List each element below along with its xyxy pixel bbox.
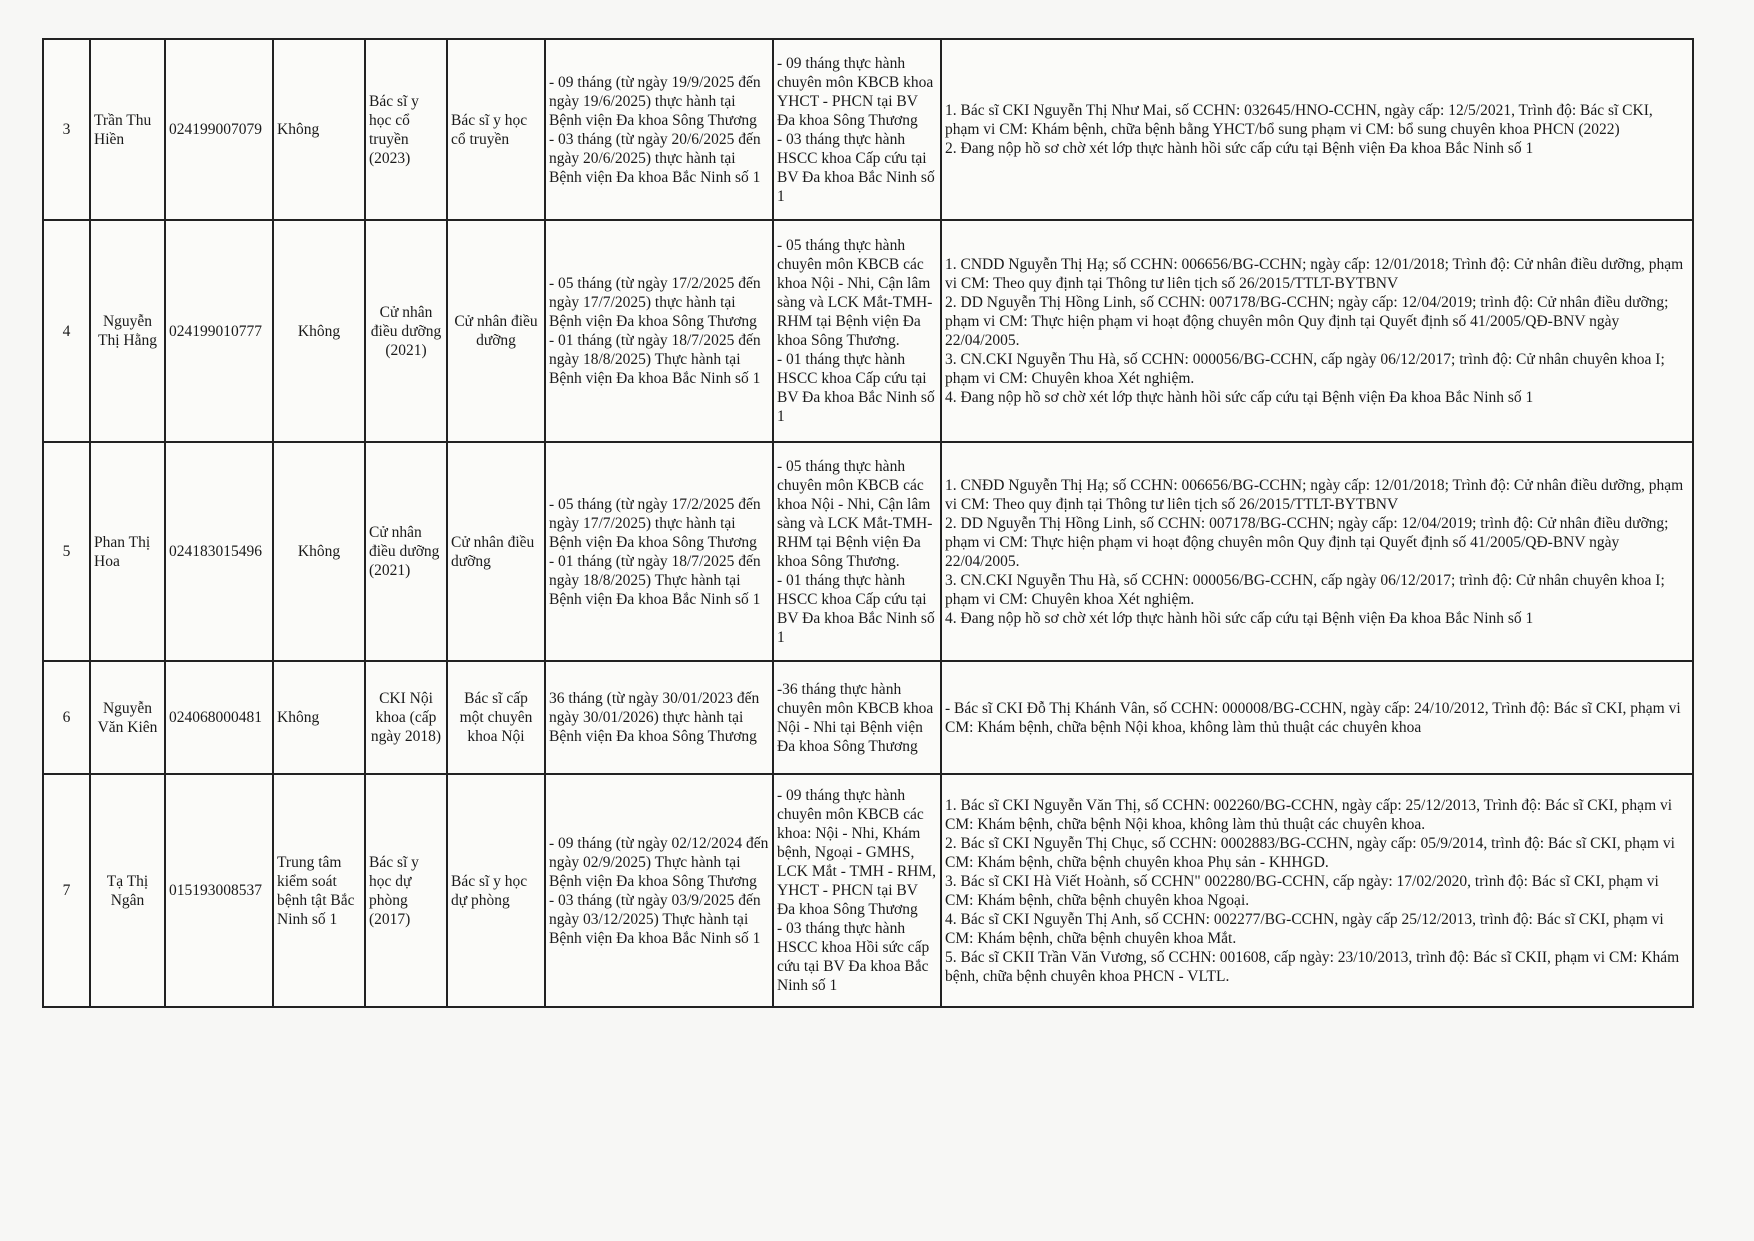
degree-text: Bác sĩ y học dự phòng (2017) <box>369 853 419 928</box>
supervisor-entry: 2. Đang nộp hồ sơ chờ xét lớp thực hành hồi sức cấp cứu tại Bệnh viện Đa khoa Bắc Ninh số 1 <box>945 140 1534 157</box>
practice-content-text: - 05 tháng thực hành chuyên môn KBCB các khoa Nội - Nhi, Cận lâm sàng và LCK Mắt-TMH-RHM tại Bệnh viện Đa khoa Sông Thương. - 01 tháng thực hành HSCC khoa Cấp cứu tại BV Đa khoa Bắc Ninh số 1 <box>777 237 935 425</box>
id-number-cell <box>165 442 273 661</box>
title-cell <box>447 39 545 220</box>
title-cell <box>447 661 545 774</box>
supervisor-entry: - Bác sĩ CKI Đỗ Thị Khánh Vân, số CCHN: 000008/BG-CCHN, ngày cấp: 24/10/2012, Trình độ: Bác sĩ CKI, phạm vi CM: Khám bệnh, chữa bệnh Nội khoa, không làm thủ thuật các chuyên khoa <box>945 699 1681 736</box>
workplace-text: Không <box>277 121 320 138</box>
table-row <box>43 39 1693 220</box>
name-text: Nguyễn Văn Kiên <box>97 699 158 736</box>
workplace-text: Không <box>297 543 341 560</box>
supervisor-entry: 3. CN.CKI Nguyễn Thu Hà, số CCHN: 000056/BG-CCHN, cấp ngày 06/12/2017; trình độ: Cử nhân chuyên khoa I; phạm vi CM: Chuyên khoa Xét nghiệm. <box>945 351 1665 387</box>
row-number-cell <box>43 661 90 774</box>
supervisor-entry: 2. DD Nguyễn Thị Hồng Linh, số CCHN: 007178/BG-CCHN; ngày cấp: 12/04/2019; trình độ: Cử nhân điều dưỡng; phạm vi CM: Thực hiện phạm vi hoạt động chuyên môn Quy định tại Quyết định số 41/2005/QĐ-BNV ngày 22/04/2005. <box>945 514 1669 570</box>
stt-text: 5 <box>62 543 71 560</box>
name-cell <box>90 220 165 442</box>
practice-content-cell <box>773 774 941 1007</box>
workplace-cell <box>273 774 365 1007</box>
degree-text: Cử nhân điều dưỡng (2021) <box>370 303 442 359</box>
practice-time-text: - 05 tháng (từ ngày 17/2/2025 đến ngày 17/7/2025) thực hành tại Bệnh viện Đa khoa Sông Thương - 01 tháng (từ ngày 18/7/2025 đến ngày 18/8/2025) Thực hành tại Bệnh viện Đa khoa Bắc Ninh số 1 <box>549 275 761 387</box>
stt-text: 4 <box>62 322 71 340</box>
supervisor-entry: 4. Đang nộp hồ sơ chờ xét lớp thực hành hồi sức cấp cứu tại Bệnh viện Đa khoa Bắc Ninh số 1 <box>945 389 1534 406</box>
degree-text: Bác sĩ y học cổ truyền (2023) <box>369 92 419 167</box>
practice-content-text: -36 tháng thực hành chuyên môn KBCB khoa Nội - Nhi tại Bệnh viện Đa khoa Sông Thương <box>777 680 934 755</box>
id-number-cell <box>165 774 273 1007</box>
practice-time-text: - 09 tháng (từ ngày 19/9/2025 đến ngày 19/6/2025) thực hành tại Bệnh viện Đa khoa Sông Thương - 03 tháng (từ ngày 20/6/2025 đến ngày 20/6/2025) thực hành tại Bệnh viện Đa khoa Bắc Ninh số 1 <box>549 73 761 186</box>
name-cell <box>90 661 165 774</box>
title-cell <box>447 442 545 661</box>
practice-content-cell <box>773 39 941 220</box>
workplace-text: Trung tâm kiểm soát bệnh tật Bắc Ninh số 1 <box>277 853 355 928</box>
stt-text: 6 <box>62 709 71 726</box>
name-text: Trần Thu Hiền <box>94 111 152 148</box>
practitioner-registry-table <box>42 38 1694 1008</box>
id-number-text: 024068000481 <box>169 709 262 726</box>
practice-time-text: 36 tháng (từ ngày 30/01/2023 đến ngày 30/01/2026) thực hành tại Bệnh viện Đa khoa Sông Thương <box>549 690 760 745</box>
degree-cell <box>365 442 447 661</box>
table-row <box>43 661 1693 774</box>
name-text: Phan Thị Hoa <box>94 533 151 570</box>
id-number-text: 024199007079 <box>169 121 262 138</box>
supervisor-entry: 1. CNĐD Nguyễn Thị Hạ; số CCHN: 006656/BG-CCHN; ngày cấp: 12/01/2018; Trình độ: Cử nhân điều dưỡng, phạm vi CM: Theo quy định tại Thông tư liên tịch số 26/2015/TTLT-BYTBNV <box>945 476 1684 513</box>
workplace-text: Không <box>277 709 320 726</box>
stt-text: 3 <box>62 121 71 138</box>
title-text: Bác sĩ y học cổ truyền <box>451 111 528 148</box>
id-number-text: 024199010777 <box>169 322 262 340</box>
practice-time-cell <box>545 39 773 220</box>
title-text: Bác sĩ y học dự phòng <box>451 872 528 909</box>
degree-cell <box>365 39 447 220</box>
practice-time-cell <box>545 220 773 442</box>
title-cell <box>447 220 545 442</box>
id-number-text: 024183015496 <box>169 543 262 560</box>
name-text: Tạ Thị Ngân <box>106 872 149 909</box>
row-number-cell <box>43 774 90 1007</box>
practice-time-cell <box>545 774 773 1007</box>
workplace-cell <box>273 661 365 774</box>
supervisors-cell <box>941 220 1693 442</box>
id-number-text: 015193008537 <box>169 882 262 899</box>
supervisor-entry: 2. Bác sĩ CKI Nguyễn Thị Chục, số CCHN: 0002883/BG-CCHN, ngày cấp: 05/9/2014, trình độ: Bác sĩ CKI, phạm vi CM: Khám bệnh, chữa bệnh chuyên khoa Phụ sản - KHHGD. <box>945 834 1675 871</box>
practice-time-cell <box>545 442 773 661</box>
id-number-cell <box>165 661 273 774</box>
practice-content-text: - 09 tháng thực hành chuyên môn KBCB các khoa: Nội - Nhi, Khám bệnh, Ngoại - GMHS, LCK Mắt - TMH - RHM, YHCT - PHCN tại BV Đa khoa Sông Thương - 03 tháng thực hành HSCC khoa Hồi sức cấp cứu tại BV Đa khoa Bắc Ninh số 1 <box>777 787 937 994</box>
title-text: Bác sĩ cấp một chuyên khoa Nội <box>459 690 533 745</box>
table-row <box>43 442 1693 661</box>
practice-time-text: - 05 tháng (từ ngày 17/2/2025 đến ngày 17/7/2025) thực hành tại Bệnh viện Đa khoa Sông Thương - 01 tháng (từ ngày 18/7/2025 đến ngày 18/8/2025) Thực hành tại Bệnh viện Đa khoa Bắc Ninh số 1 <box>549 495 761 608</box>
supervisor-entry: 1. Bác sĩ CKI Nguyễn Thị Như Mai, số CCHN: 032645/HNO-CCHN, ngày cấp: 12/5/2021, Trình độ: Bác sĩ CKI, phạm vi CM: Khám bệnh, chữa bệnh bằng YHCT/bổ sung phạm vi CM: bổ sung chuyên khoa PHCN (2022) <box>945 102 1653 138</box>
practice-content-text: - 09 tháng thực hành chuyên môn KBCB khoa YHCT - PHCN tại BV Đa khoa Sông Thương - 03 tháng thực hành HSCC khoa Cấp cứu tại BV Đa khoa Bắc Ninh số 1 <box>777 54 935 205</box>
supervisors-cell <box>941 661 1693 774</box>
name-text: Nguyễn Thị Hằng <box>98 313 157 349</box>
workplace-cell <box>273 39 365 220</box>
name-cell <box>90 774 165 1007</box>
degree-cell <box>365 774 447 1007</box>
supervisors-cell <box>941 39 1693 220</box>
degree-cell <box>365 661 447 774</box>
name-cell <box>90 39 165 220</box>
id-number-cell <box>165 39 273 220</box>
name-cell <box>90 442 165 661</box>
workplace-text: Không <box>297 322 341 340</box>
stt-text: 7 <box>62 882 71 899</box>
row-number-cell <box>43 39 90 220</box>
supervisor-entry: 3. CN.CKI Nguyễn Thu Hà, số CCHN: 000056/BG-CCHN, cấp ngày 06/12/2017; trình độ: Cử nhân chuyên khoa I; phạm vi CM: Chuyên khoa Xét nghiệm. <box>945 571 1665 608</box>
practice-content-cell <box>773 442 941 661</box>
row-number-cell <box>43 220 90 442</box>
supervisor-entry: 3. Bác sĩ CKI Hà Viết Hoành, số CCHN" 002280/BG-CCHN, cấp ngày: 17/02/2020, trình độ: Bác sĩ CKI, phạm vi CM: Khám bệnh, chữa bệnh chuyên khoa Ngoại. <box>945 872 1659 909</box>
table-row <box>43 220 1693 442</box>
supervisor-entry: 4. Bác sĩ CKI Nguyễn Thị Anh, số CCHN: 002277/BG-CCHN, ngày cấp 25/12/2013, trình độ: Bác sĩ CKI, phạm vi CM: Khám bệnh, chữa bệnh chuyên khoa Mắt. <box>945 910 1664 947</box>
degree-cell <box>365 220 447 442</box>
supervisors-cell <box>941 442 1693 661</box>
table-row <box>43 774 1693 1007</box>
supervisor-entry: 1. Bác sĩ CKI Nguyễn Văn Thị, số CCHN: 002260/BG-CCHN, ngày cấp: 25/12/2013, Trình độ: Bác sĩ CKI, phạm vi CM: Khám bệnh, chữa bệnh Nội khoa, không làm thủ thuật các chuyên khoa. <box>945 796 1673 833</box>
practice-time-cell <box>545 661 773 774</box>
practice-content-cell <box>773 220 941 442</box>
title-cell <box>447 774 545 1007</box>
workplace-cell <box>273 442 365 661</box>
title-text: Cử nhân điều dưỡng <box>451 533 535 570</box>
workplace-cell <box>273 220 365 442</box>
supervisor-entry: 5. Bác sĩ CKII Trần Văn Vương, số CCHN: 001608, cấp ngày: 23/10/2013, trình độ: Bác sĩ CKII, phạm vi CM: Khám bệnh, chữa bệnh chuyên khoa PHCN - VLTL. <box>945 948 1680 985</box>
supervisor-entry: 4. Đang nộp hồ sơ chờ xét lớp thực hành hồi sức cấp cứu tại Bệnh viện Đa khoa Bắc Ninh số 1 <box>945 609 1534 627</box>
practice-content-cell <box>773 661 941 774</box>
id-number-cell <box>165 220 273 442</box>
supervisor-entry: 2. DD Nguyễn Thị Hồng Linh, số CCHN: 007178/BG-CCHN; ngày cấp: 12/04/2019; trình độ: Cử nhân điều dưỡng; phạm vi CM: Thực hiện phạm vi hoạt động chuyên môn Quy định tại Quyết định số 41/2005/QĐ-BNV ngày 22/04/2005. <box>945 294 1669 349</box>
supervisors-cell <box>941 774 1693 1007</box>
practice-content-text: - 05 tháng thực hành chuyên môn KBCB các khoa Nội - Nhi, Cận lâm sàng và LCK Mắt-TMH-RHM tại Bệnh viện Đa khoa Sông Thương. - 01 tháng thực hành HSCC khoa Cấp cứu tại BV Đa khoa Bắc Ninh số 1 <box>777 457 935 646</box>
row-number-cell <box>43 442 90 661</box>
degree-text: CKI Nội khoa (cấp ngày 2018) <box>370 690 442 745</box>
degree-text: Cử nhân điều dưỡng (2021) <box>369 524 440 579</box>
title-text: Cử nhân điều dưỡng <box>454 313 538 349</box>
supervisor-entry: 1. CNDD Nguyễn Thị Hạ; số CCHN: 006656/BG-CCHN; ngày cấp: 12/01/2018; Trình độ: Cử nhân điều dưỡng, phạm vi CM: Theo quy định tại Thông tư liên tịch số 26/2015/TTLT-BYTBNV <box>945 256 1684 292</box>
practice-time-text: - 09 tháng (từ ngày 02/12/2024 đến ngày 02/9/2025) Thực hành tại Bệnh viện Đa khoa Sông Thương - 03 tháng (từ ngày 03/9/2025 đến ngày 03/12/2025) Thực hành tại Bệnh viện Đa khoa Bắc Ninh số 1 <box>549 834 769 947</box>
